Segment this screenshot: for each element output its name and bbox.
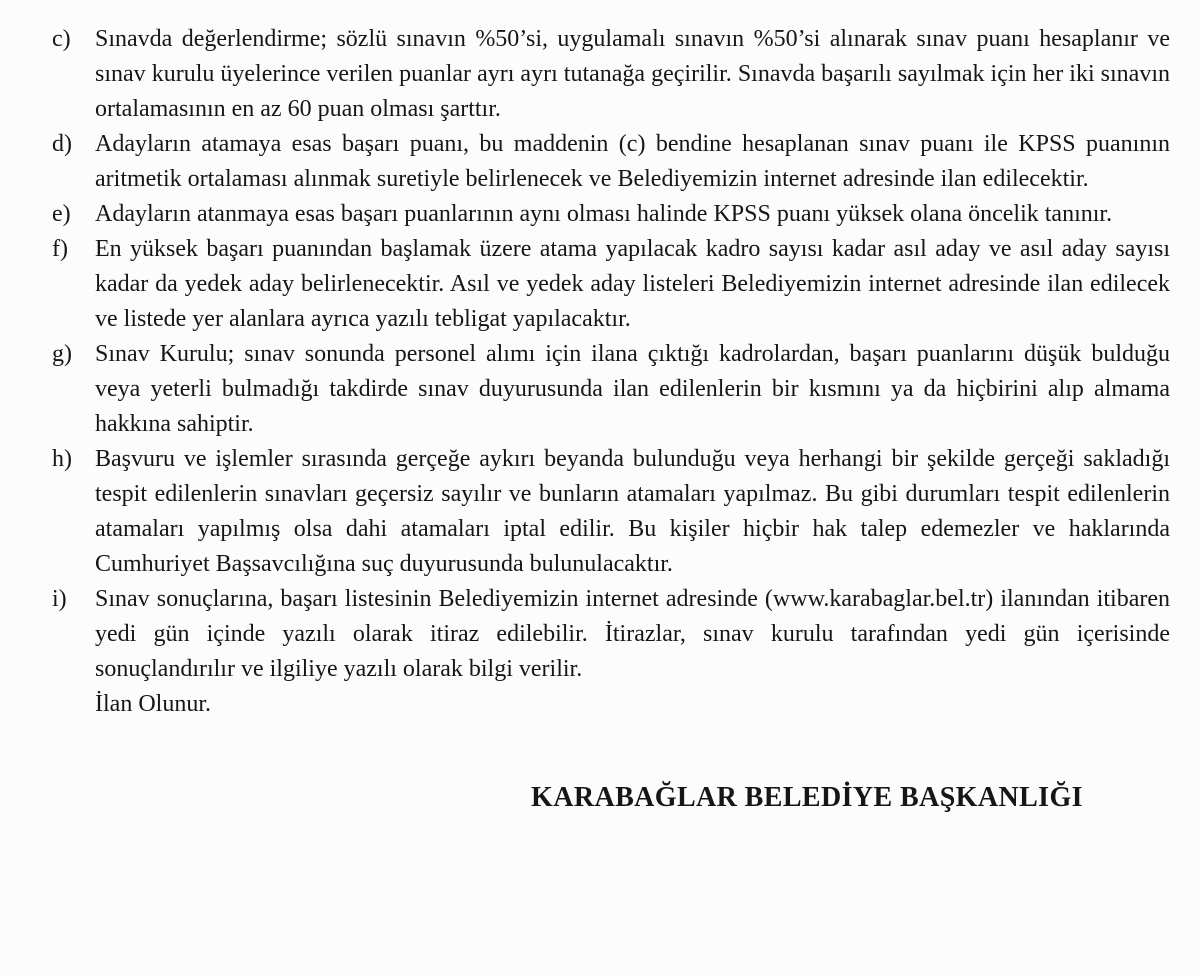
item-text: Adayların atanmaya esas başarı puanlarının aynı olması halinde KPSS puanı yüksek olana öncelik tanınır. — [95, 201, 1113, 227]
item-text: Sınavda değerlendirme; sözlü sınavın %50’si, uygulamalı sınavın %50’si alınarak sınav puanı hesaplanır ve sınav kurulu üyelerince verilen puanlar ayrı ayrı tutanağa geçirilir. Sınavda başarılı sayılmak için her iki sınavın ortalamasının en az 60 puan olması şarttır. — [95, 26, 1170, 122]
item-text — [95, 582, 1170, 722]
list-item-g — [52, 337, 1170, 442]
item-text: Başvuru ve işlemler sırasında gerçeğe aykırı beyanda bulunduğu veya herhangi bir şekilde gerçeği sakladığı tespit edilenlerin sınavları geçersiz sayılır ve bunların atamaları yapılmaz. Bu gibi durumları tespit edilenlerin atamaları yapılmış olsa dahi atamaları iptal edilir. Bu kişiler hiçbir hak talep edemezler ve haklarında Cumhuriyet Başsavcılığına suç duyurusunda bulunulacaktır. — [95, 446, 1170, 577]
item-text: En yüksek başarı puanından başlamak üzere atama yapılacak kadro sayısı kadar asıl aday ve asıl aday sayısı kadar da yedek aday belirlenecektir. Asıl ve yedek aday listeleri Belediyemizin internet adresinde ilan edilecek ve listede yer alanlara ayrıca yazılı tebligat yapılacaktır. — [95, 236, 1170, 332]
list-item-f — [52, 232, 1170, 337]
document-page — [52, 22, 1170, 815]
list-item-c — [52, 22, 1170, 127]
item-text: Sınav Kurulu; sınav sonunda personel alımı için ilana çıktığı kadrolardan, başarı puanlarını düşük bulduğu veya yeterli bulmadığı takdirde sınav duyurusunda ilan edilenlerin bir kısmını ya da hiçbirini alıp almama hakkına sahiptir. — [95, 341, 1170, 437]
item-letter: c) — [52, 26, 71, 52]
closing-line: İlan Olunur. — [95, 691, 211, 717]
list-item-e — [52, 197, 1170, 232]
list-item-i — [52, 582, 1170, 722]
item-letter: f) — [52, 236, 68, 262]
item-letter: d) — [52, 131, 72, 157]
list-item-d — [52, 127, 1170, 197]
issuer-heading: KARABAĞLAR BELEDİYE BAŞKANLIĞI — [531, 782, 1083, 813]
item-letter: i) — [52, 586, 67, 612]
list-item-h — [52, 442, 1170, 582]
item-letter: h) — [52, 446, 72, 472]
item-letter: e) — [52, 201, 71, 227]
item-letter: g) — [52, 341, 72, 367]
item-text: Adayların atamaya esas başarı puanı, bu maddenin (c) bendine hesaplanan sınav puanı ile KPSS puanının aritmetik ortalaması alınmak suretiyle belirlenecek ve Belediyemizin internet adresinde ilan edilecektir. — [95, 131, 1170, 192]
item-text-content: Sınav sonuçlarına, başarı listesinin Belediyemizin internet adresinde (www.karabaglar.bel.tr) ilanından itibaren yedi gün içinde yazılı olarak itiraz edilebilir. İtirazlar, sınav kurulu tarafından yedi gün içerisinde sonuçlandırılır ve ilgiliye yazılı olarak bilgi verilir. — [95, 586, 1170, 682]
